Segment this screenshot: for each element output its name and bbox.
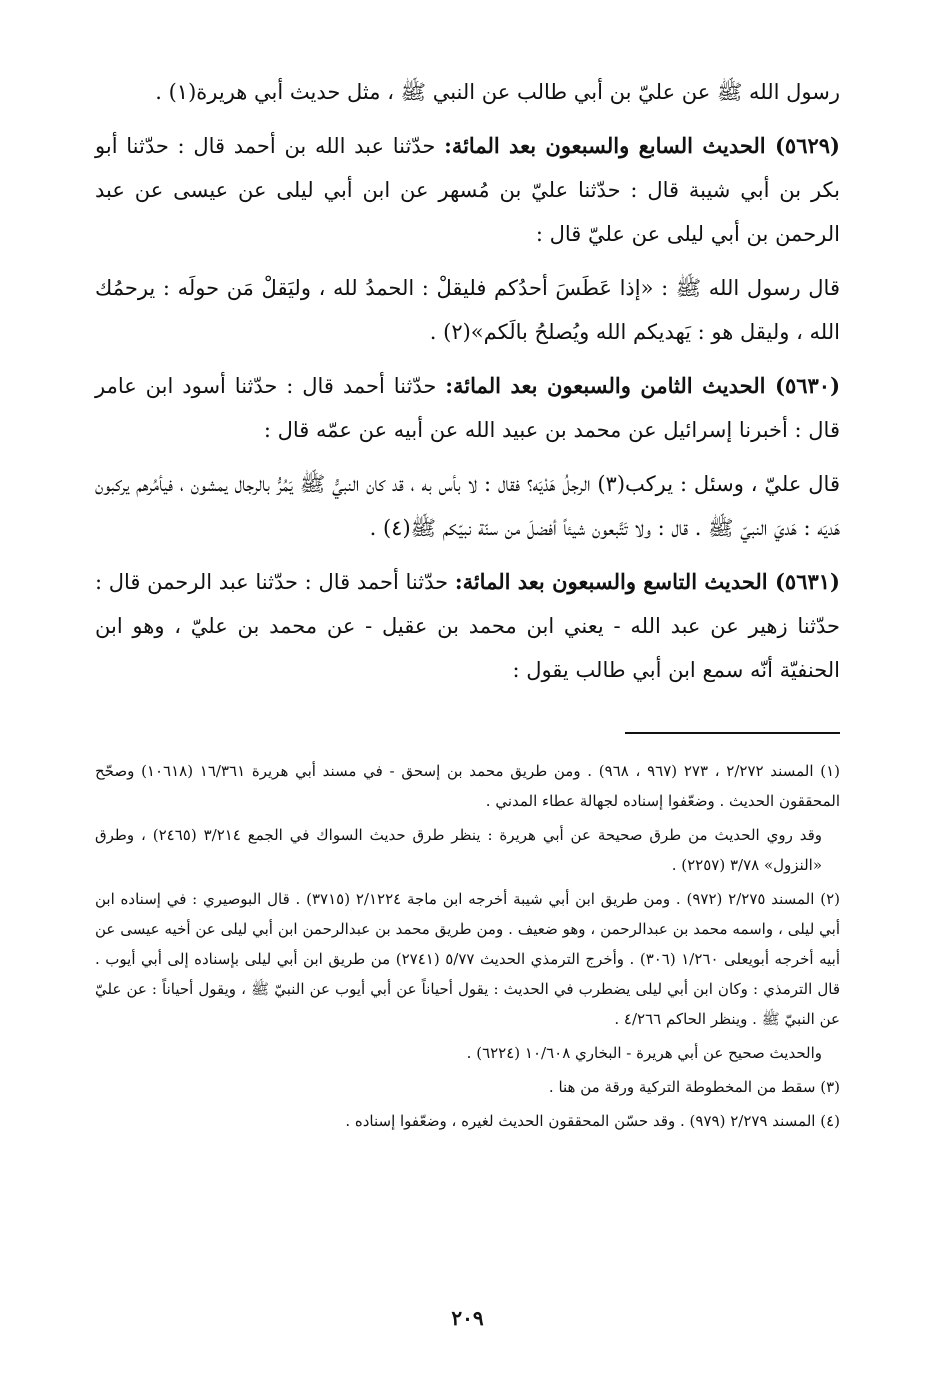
footnote-separator: [625, 732, 840, 734]
footnote-2-continued: والحديث صحيح عن أبي هريرة - البخاري ١٠/٦٠٨ (٦٢٢٤) .: [466, 1044, 822, 1062]
hadith-5631-isnad-text: حدّثنا أحمد قال : حدّثنا عبد الرحمن قال : حدّثنا زهير عن عبد الله - يعني ابن محمد بن عقيل - عن محمد بن عليّ ، وهو ابن الحنفيّة أنّه سمع ابن أبي طالب يقول :: [95, 570, 840, 682]
hadith-5631-heading: (٥٦٣١) الحديث التاسع والسبعون بعد المائة:: [454, 569, 840, 594]
hadith-5630-isnad: [95, 364, 840, 452]
footnote-1: (١) المسند ٢/٢٧٢ ، ٢٧٣ (٩٦٧ ، ٩٦٨) . ومن طريق محمد بن إسحق - في مسند أبي هريرة ١٦/٣٦١ (١٠٦١٨) وصحّح المحققون الحديث . وضعّفوا إسناده لجهالة عطاء المدني .: [95, 762, 840, 810]
hadith-5629-isnad-text: حدّثنا عبد الله بن أحمد قال : حدّثنا أبو بكر بن أبي شيبة قال : حدّثنا عليّ بن مُسهر عن ابن أبي ليلى عن عيسى عن عبد الرحمن بن أبي ليلى عن عليّ قال :: [95, 134, 840, 246]
footnote-2: (٢) المسند ٢/٢٧٥ (٩٧٢) . ومن طريق ابن أبي شيبة أخرجه ابن ماجة ٢/١٢٢٤ (٣٧١٥) . قال البوصيري : في إسناده ابن أبي ليلى ، واسمه محمد بن عبدالرحمن ، وهو ضعيف . ومن طريق محمد بن عبدالرحمن ابن أبي ليلى عن أخيه عيسى عن أبيه أخرجه أبويعلى ١/٢٦٠ (٣٠٦) . وأخرج الترمذي الحديث ٥/٧٧ (٢٧٤١) من طريق ابن أبي ليلى بإسناده إلى أبي أيوب . قال الترمذي : وكان ابن أبي ليلى يضطرب في الحديث : يقول أحياناً عن أبي أيوب عن النبيّ ﷺ ، ويقول أحياناً : عن عليّ عن النبيّ ﷺ . وينظر الحاكم ٤/٢٦٦ .: [95, 890, 840, 1028]
footnotes: [95, 756, 840, 1136]
book-page: [95, 70, 840, 1330]
footnote-1-continued: وقد روي الحديث من طرق صحيحة عن أبي هريرة : ينظر طرق حديث السواك في الجمع ٣/٢١٤ (٢٤٦٥) ، وطرق «النزول» ٣/٧٨ (٢٢٥٧) .: [95, 826, 823, 874]
page-number: ٢٠٩: [451, 1306, 484, 1330]
main-text: [95, 70, 840, 692]
hadith-5630-heading: (٥٦٣٠) الحديث الثامن والسبعون بعد المائة:: [445, 373, 840, 398]
hadith-5629-matn: قال رسول الله ﷺ : «إذا عَطَسَ أحدُكم فليقلْ : الحمدُ لله ، وليَقلْ مَن حولَه : يرحمُك الله ، وليقل هو : يَهديكم الله ويُصلحُ بالَكم»(٢) .: [95, 276, 840, 344]
hadith-5630-isnad-text: حدّثنا أحمد قال : حدّثنا أسود ابن عامر قال : أخبرنا إسرائيل عن محمد بن عبيد الله عن أبيه عن عمّه قال :: [95, 374, 840, 442]
intro-paragraph: رسول الله ﷺ عن عليّ بن أبي طالب عن النبي ﷺ ، مثل حديث أبي هريرة(١) .: [155, 80, 840, 104]
hadith-5629-heading: (٥٦٢٩) الحديث السابع والسبعون بعد المائة:: [444, 133, 840, 158]
hadith-5630-matn: قال عليّ ، وسئل : يركب(٣) الرجلُ هَدْيَه؟ فقال : لا بأس به ، قد كان النبيُّ ﷺ يَمُرُّ بالرجال يمشون ، فيأمُرهم يركبون هَديَه : هَديَ النبيّ ﷺ . قال : ولا تَتَّبعون شيئاً أفضلَ من سنّة نبيّكم ﷺ(٤) .: [95, 472, 840, 540]
hadith-5631-isnad: [95, 560, 840, 692]
footnote-4: (٤) المسند ٢/٢٧٩ (٩٧٩) . وقد حسّن المحققون الحديث لغيره ، وضعّفوا إسناده .: [345, 1112, 840, 1130]
hadith-5629-isnad: [95, 124, 840, 256]
footnote-3: (٣) سقط من المخطوطة التركية ورقة من هنا .: [548, 1078, 840, 1096]
